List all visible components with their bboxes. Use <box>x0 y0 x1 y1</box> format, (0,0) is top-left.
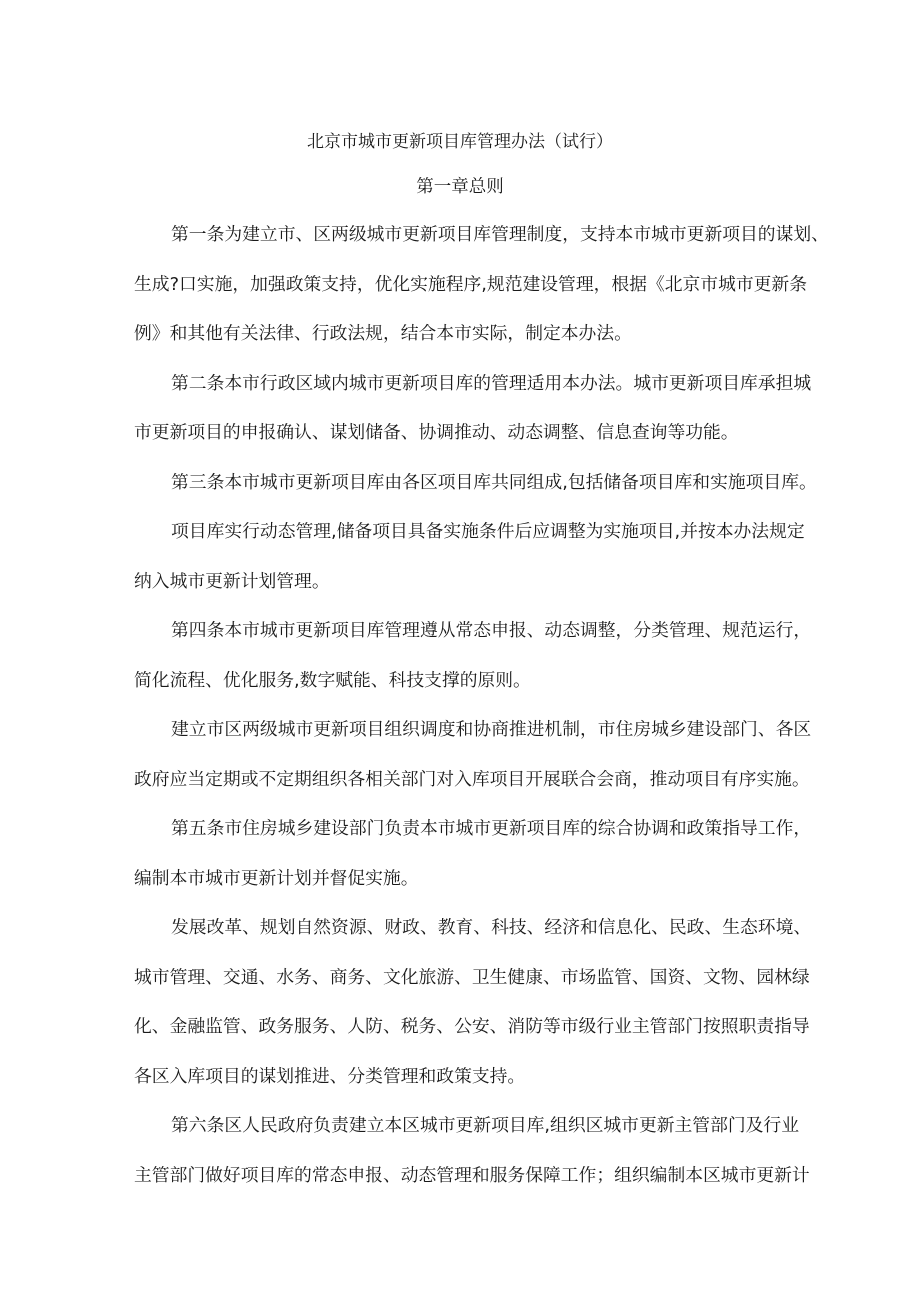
paragraph <box>134 714 812 795</box>
document-title: 北京市城市更新项目库管理办法（试行） <box>307 132 613 152</box>
paragraph <box>134 368 812 449</box>
paragraph-line: 第六条区人民政府负责建立本区城市更新项目库,组织区城市更新主管部门及行业 <box>171 1115 799 1136</box>
chapter-heading: 第一章总则 <box>416 177 504 197</box>
paragraph-line: 项目库实行动态管理,储备项目具备实施条件后应调整为实施项目,并按本办法规定 <box>171 521 805 542</box>
document-body <box>134 219 829 1209</box>
paragraph <box>134 1110 810 1191</box>
paragraph-line: 例》和其他有关法律、行政法规，结合本市实际，制定本办法。 <box>134 323 632 344</box>
paragraph <box>134 467 817 498</box>
paragraph-line: 建立市区两级城市更新项目组织调度和协商推进机制，市住房城乡建设部门、各区 <box>171 719 812 740</box>
paragraph-line: 第四条本市城市更新项目库管理遵从常态申报、动态调整，分类管理、规范运行， <box>171 620 812 641</box>
paragraph-line: 市更新项目的申报确认、谋划储备、协调推动、动态调整、信息查询等功能。 <box>134 422 739 443</box>
paragraph-line: 第三条本市城市更新项目库由各区项目库共同组成,包括储备项目库和实施项目库。 <box>171 471 817 493</box>
paragraph-line: 化、金融监管、政务服务、人防、税务、公安、消防等市级行业主管部门按照职责指导 <box>134 1016 810 1037</box>
paragraph <box>134 516 805 597</box>
paragraph-line: 纳入城市更新计划管理。 <box>134 570 330 592</box>
paragraph-line: 政府应当定期或不定期组织各相关部门对入库项目开展联合会商，推动项目有序实施。 <box>134 768 810 790</box>
paragraph-line: 第五条市住房城乡建设部门负责本市城市更新项目库的综合协调和政策指导工作， <box>171 818 812 839</box>
paragraph-line: 第一条为建立市、区两级城市更新项目库管理制度，支持本市城市更新项目的谋划、 <box>171 224 829 245</box>
paragraph <box>134 219 829 349</box>
paragraph-line: 简化流程、优化服务,数字赋能、科技支撑的原则。 <box>134 669 531 691</box>
paragraph-line: 城市管理、交通、水务、商务、文化旅游、卫生健康、市场监管、国资、文物、园林绿 <box>134 966 810 988</box>
paragraph-line: 发展改革、规划自然资源、财政、教育、科技、经济和信息化、民政、生态环境、 <box>171 917 812 938</box>
paragraph-line: 编制本市城市更新计划并督促实施。 <box>134 867 419 889</box>
paragraph-line: 第二条本市行政区域内城市更新项目库的管理适用本办法。城市更新项目库承担城 <box>171 372 812 394</box>
paragraph-line: 主管部门做好项目库的常态申报、动态管理和服务保障工作；组织编制本区城市更新计 <box>134 1164 810 1186</box>
paragraph-line: 生成?口实施，加强政策支持，优化实施程序,规范建设管理，根据《北京市城市更新条 <box>134 273 807 295</box>
paragraph <box>134 813 812 894</box>
paragraph <box>134 912 812 1092</box>
paragraph <box>134 615 812 696</box>
paragraph-line: 各区入库项目的谋划推进、分类管理和政策支持。 <box>134 1065 526 1087</box>
